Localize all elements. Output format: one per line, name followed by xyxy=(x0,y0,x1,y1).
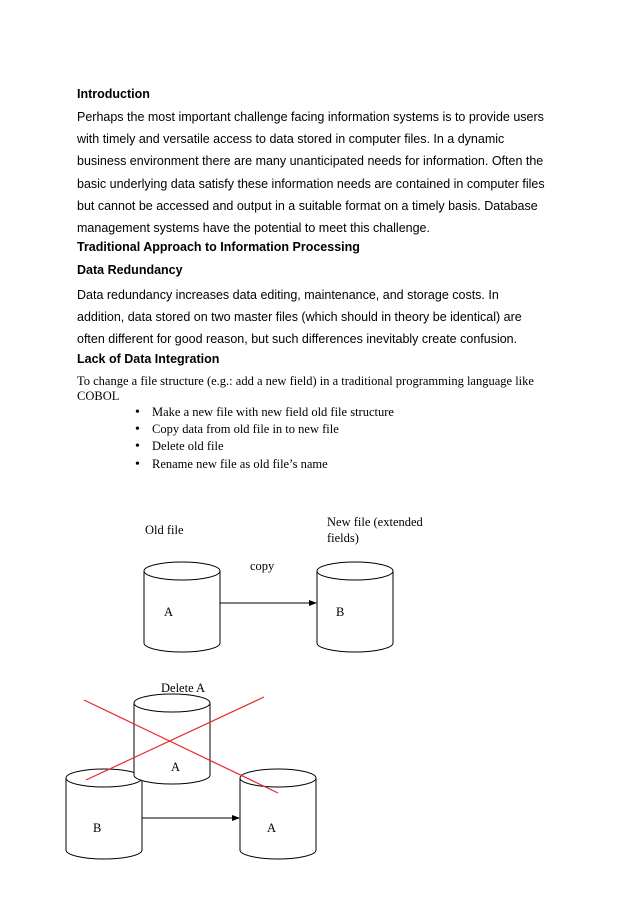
new-file-label xyxy=(327,514,423,546)
redundancy-line: Data redundancy increases data editing, maintenance, and storage costs. In xyxy=(77,288,499,302)
old-file-cylinder xyxy=(144,562,220,652)
intro-line: management systems have the potential to meet this challenge. xyxy=(77,221,430,236)
intro-line: business environment there are many unanticipated needs for information. Often the xyxy=(77,154,544,169)
redundancy-line: often different for good reason, but such differences inevitably create confusion. xyxy=(77,332,518,347)
new-file-label-line: fields) xyxy=(327,531,359,545)
bullet-item: • Rename new file as old file’s name xyxy=(135,456,394,473)
bullet-item: • Delete old file xyxy=(135,438,394,455)
bottom-left-cylinder-label: B xyxy=(93,821,102,835)
deleted-cylinder-label: A xyxy=(171,760,181,774)
old-file-cylinder-label: A xyxy=(164,605,174,619)
bottom-left-cylinder xyxy=(66,769,142,859)
intro-heading: Introduction xyxy=(77,87,150,101)
redundancy-heading: Data Redundancy xyxy=(77,263,183,277)
new-file-cylinder-label: B xyxy=(336,605,345,619)
bottom-right-cylinder-label: A xyxy=(267,821,277,835)
delete-label: Delete A xyxy=(161,681,206,695)
traditional-heading: Traditional Approach to Information Processing xyxy=(77,240,360,254)
integration-line: To change a file structure (e.g.: add a new field) in a traditional programming language like xyxy=(77,374,534,388)
redundancy-line: addition, data stored on two master files (which should in theory be identical) are xyxy=(77,310,522,325)
bottom-right-cylinder xyxy=(240,769,316,859)
copy-label: copy xyxy=(250,559,275,573)
bullet-item: • Make a new file with new field old file structure xyxy=(135,404,394,421)
new-file-cylinder xyxy=(317,562,393,652)
integration-line: COBOL xyxy=(77,389,120,403)
intro-line: Perhaps the most important challenge facing information systems is to provide users xyxy=(77,110,544,124)
intro-line: basic underlying data satisfy these information needs are contained in computer files xyxy=(77,176,545,191)
intro-line: but cannot be accessed and output in a suitable format on a timely basis. Database xyxy=(77,198,538,213)
integration-heading: Lack of Data Integration xyxy=(77,352,220,366)
old-file-label: Old file xyxy=(145,523,184,537)
intro-line: with timely and versatile access to data stored in computer files. In a dynamic xyxy=(77,132,505,147)
bullet-item: • Copy data from old file in to new file xyxy=(135,421,394,438)
new-file-label-line: New file (extended xyxy=(327,515,423,529)
